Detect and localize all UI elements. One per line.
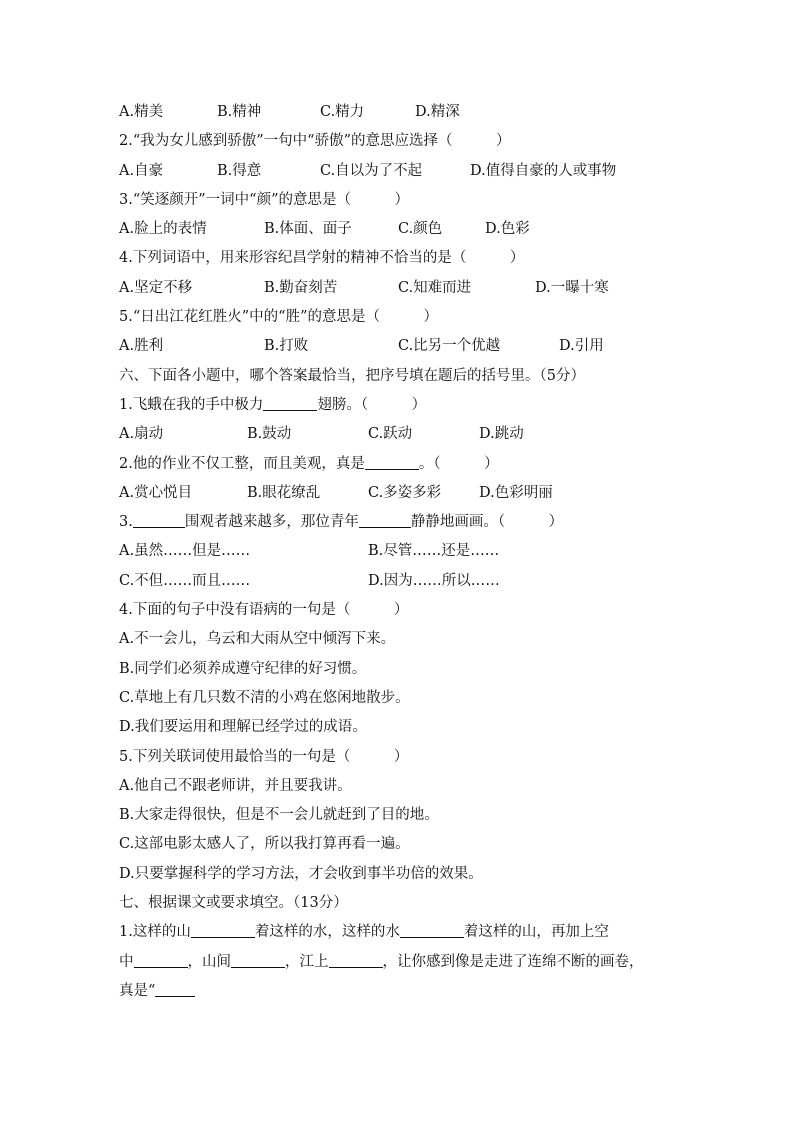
option-b: B.眼花缭乱 <box>247 484 321 501</box>
s7q1-line1: 1.这样的山 着这样的水，这样的水 着这样的山，再加上空 <box>119 918 679 947</box>
s6q1-options <box>119 420 679 449</box>
option-b: B.打败 <box>264 338 309 355</box>
q4-options <box>119 274 679 303</box>
option-a: A.赏心悦目 <box>119 484 193 501</box>
option-b: B.体面、面子 <box>264 221 352 238</box>
s6q3-post: 静静地画画。（ ） <box>410 514 564 531</box>
s6q5-stem: 5.下列关联词使用最恰当的一句是（ ） <box>119 748 409 765</box>
q5-stem: 5.“日出江花红胜火”中的“胜”的意思是（ ） <box>119 309 438 326</box>
option-c: C.精力 <box>320 104 365 120</box>
s6q2-post: 。（ ） <box>418 455 499 472</box>
s7q1-line2: 中 ，山间 ，江上 ，让你感到像是走进了连绵不断的画卷， <box>119 948 679 977</box>
s6q2-stem <box>119 450 679 479</box>
answer-blank[interactable] <box>134 951 188 968</box>
option-a: A.扇动 <box>119 426 164 443</box>
option-a: A.自豪 <box>119 162 164 179</box>
section-7-title: 七、根据课文或要求填空。（13分） <box>119 895 348 912</box>
s6q3-stem <box>119 508 679 537</box>
option-a: A.脸上的表情 <box>119 221 207 238</box>
s6q5-option-b: B.大家走得很快，但是不一会儿就赶到了目的地。 <box>119 807 439 824</box>
q2-options <box>119 157 679 186</box>
option-d: D.一曝十寒 <box>535 279 609 296</box>
s6q3-options-row1 <box>119 537 679 566</box>
s6q3-mid: 围观者越来越多，那位青年 <box>184 514 359 531</box>
answer-blank[interactable] <box>133 511 185 528</box>
s6q4-option-d: D.我们要运用和理解已经学过的成语。 <box>119 719 367 736</box>
s7q1-line3: 真是“ <box>119 977 679 1006</box>
option-a: A.精美 <box>119 104 164 120</box>
q3-stem: 3.“笑逐颜开”一词中“颜”的意思是（ ） <box>119 191 409 208</box>
option-d: D.值得自豪的人或事物 <box>470 162 617 179</box>
s6q2-pre: 2.他的作业不仅工整，而且美观，真是 <box>119 455 365 472</box>
option-b: B.勤奋刻苦 <box>264 279 338 296</box>
option-c: C.跃动 <box>368 426 413 443</box>
answer-blank[interactable] <box>231 951 285 968</box>
q2-stem: 2.“我为女儿感到骄傲”一句中“骄傲”的意思应选择（ ） <box>119 133 511 150</box>
s6q1-post: 翅膀。（ ） <box>317 396 427 413</box>
s6q5-option-a: A.他自己不跟老师讲，并且要我讲。 <box>119 777 352 794</box>
s6q1-pre: 1.飞蛾在我的手中极力 <box>119 396 264 413</box>
answer-blank[interactable] <box>400 921 464 938</box>
s6q5-option-c: C.这部电影太感人了，所以我打算再看一遍。 <box>119 836 410 853</box>
s6q4-option-b: B.同学们必须养成遵守纪律的好习惯。 <box>119 660 367 677</box>
section-6-title: 六、下面各小题中，哪个答案最恰当，把序号填在题后的括号里。（5分） <box>119 367 585 384</box>
s6q3-pre: 3. <box>119 514 133 531</box>
answer-blank[interactable] <box>359 511 411 528</box>
answer-blank[interactable] <box>155 980 195 997</box>
exam-page <box>119 98 679 1006</box>
option-c: C.知难而进 <box>398 279 472 296</box>
option-d: D.跳动 <box>479 426 524 443</box>
answer-blank[interactable] <box>329 951 383 968</box>
s6q4-stem: 4.下面的句子中没有语病的一句是（ ） <box>119 602 409 619</box>
q1-options <box>119 98 679 127</box>
option-c: C.颜色 <box>398 221 443 238</box>
s6q1-stem <box>119 391 679 420</box>
s6q5-option-d: D.只要掌握科学的学习方法，才会收到事半功倍的效果。 <box>119 865 483 882</box>
option-c: C.比另一个优越 <box>398 338 501 355</box>
option-c: C.不但……而且…… <box>119 572 251 589</box>
option-a: A.虽然……但是…… <box>119 543 251 560</box>
s6q4-option-a: A.不一会儿，乌云和大雨从空中倾泻下来。 <box>119 631 396 648</box>
option-b: B.鼓动 <box>247 426 292 443</box>
option-a: A.坚定不移 <box>119 279 193 296</box>
option-b: B.尽管……还是…… <box>368 543 500 560</box>
q3-options <box>119 215 679 244</box>
answer-blank[interactable] <box>365 453 419 470</box>
option-c: C.自以为了不起 <box>320 162 423 179</box>
q5-options <box>119 332 679 361</box>
option-d: D.引用 <box>559 338 604 355</box>
option-b: B.精神 <box>217 104 262 120</box>
option-c: C.多姿多彩 <box>368 484 442 501</box>
answer-blank[interactable] <box>191 921 255 938</box>
s6q2-options <box>119 479 679 508</box>
option-b: B.得意 <box>217 162 262 179</box>
answer-blank[interactable] <box>263 394 317 411</box>
option-d: D.因为……所以…… <box>368 572 500 589</box>
option-d: D.精深 <box>415 104 460 120</box>
s6q4-option-c: C.草地上有几只数不清的小鸡在悠闲地散步。 <box>119 689 410 706</box>
q4-stem: 4.下列词语中，用来形容纪昌学射的精神不恰当的是（ ） <box>119 250 525 267</box>
option-d: D.色彩 <box>485 221 530 238</box>
option-d: D.色彩明丽 <box>479 484 553 501</box>
s6q3-options-row2 <box>119 567 679 596</box>
option-a: A.胜利 <box>119 338 164 355</box>
